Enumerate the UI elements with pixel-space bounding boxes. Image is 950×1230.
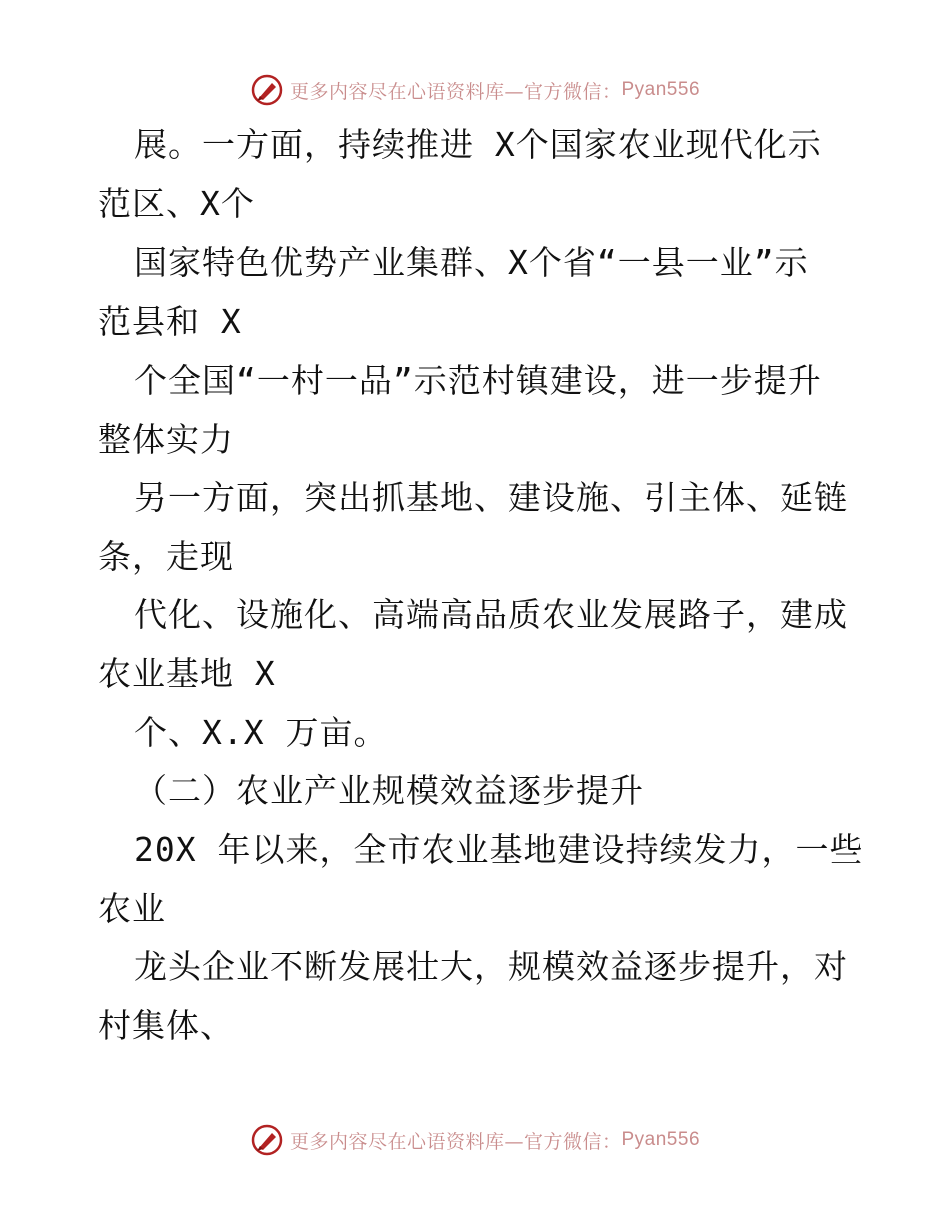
pen-logo-icon	[250, 73, 284, 107]
body-line: 龙头企业不断发展壮大，规模效益逐步提升，对	[134, 947, 848, 986]
body-line: 村集体、	[98, 1006, 234, 1045]
body-line: 代化、设施化、高端高品质农业发展路子，建成	[134, 595, 848, 634]
body-line: 范区、X个	[98, 184, 255, 223]
header-watermark	[0, 73, 950, 107]
body-line: 整体实力	[98, 420, 234, 459]
watermark-text: 更多内容尽在心语资料库—官方微信：	[289, 80, 622, 103]
body-line: 国家特色优势产业集群、X个省“一县一业”示	[134, 243, 809, 282]
body-line: 范县和 X	[98, 302, 242, 341]
body-line: 20X 年以来，全市农业基地建设持续发力，一些	[134, 830, 864, 869]
body-line: 另一方面，突出抓基地、建设施、引主体、延链	[134, 478, 848, 517]
body-line: 农业基地 X	[98, 654, 276, 693]
body-line: 个全国“一村一品”示范村镇建设，进一步提升	[134, 361, 822, 400]
watermark-wechat-id: Pyan556	[621, 79, 701, 100]
body-line: 展。一方面，持续推进 X个国家农业现代化示	[134, 125, 822, 164]
watermark-text: 更多内容尽在心语资料库—官方微信：	[289, 1130, 622, 1153]
pen-logo-icon	[250, 1123, 284, 1157]
watermark-wechat-id: Pyan556	[621, 1129, 701, 1150]
footer-watermark	[0, 1123, 950, 1157]
body-line: 农业	[98, 889, 166, 928]
body-line: 条，走现	[98, 537, 234, 576]
section-heading: （二）农业产业规模效益逐步提升	[134, 771, 644, 810]
body-line: 个、X.X 万亩。	[134, 713, 388, 752]
